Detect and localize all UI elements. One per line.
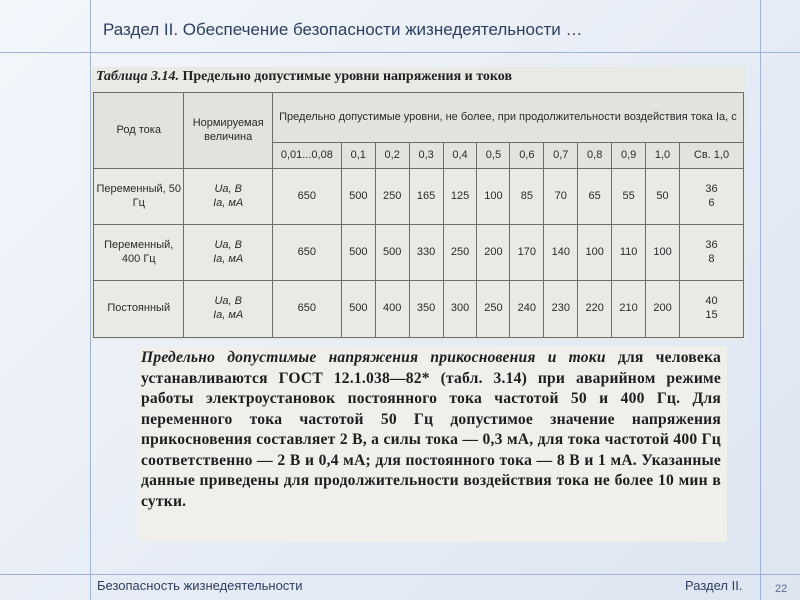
header-levels: Предельно допустимые уровни, не более, при продолжительности воздействия тока Iа, с [272,93,743,143]
slide-title: Раздел II. Обеспечение безопасности жизнедеятельности … [103,20,583,39]
value-cell: 110 [612,225,646,281]
text-lead: Предельно допустимые напряжения прикосновения и токи [141,349,606,366]
duration-cell: 0,9 [612,143,646,169]
frame-line-top [0,52,800,53]
norm-current: Iа, мА [213,196,244,209]
text-body: для человека устанавливаются ГОСТ 12.1.038—82* (табл. 3.14) при аварийном режиме работы электроустановок постоянного тока частотой 50 и 400 Гц. Для переменного тока частотой 50 Гц допустимое значение напряжения прикосновения составляет 2 В, а силы тока — 0,3 мА, для тока частотой 400 Гц соответственно — 2 В и 0,4 мА; для постоянного тока — 8 В и 1 мА. Указанные данные приведены для продолжительности воздействия тока не более 10 мин в сутки. [141,349,721,510]
duration-cell: 0,4 [443,143,477,169]
table-caption [96,69,512,85]
row-kind: Переменный, 400 Гц [94,225,184,281]
value-cell: 100 [578,225,612,281]
value-over-1s: 36 [705,238,718,251]
value-cell: 125 [443,169,477,225]
row-kind: Переменный, 50 Гц [94,169,184,225]
value-cell: 650 [272,281,341,338]
value-cell: 170 [510,225,544,281]
value-over-1s-current: 8 [708,252,715,265]
row-norm [184,225,272,281]
duration-cell: 1,0 [646,143,680,169]
table-scan [92,67,746,340]
value-over-1s: 40 [705,295,718,308]
value-cell: 85 [510,169,544,225]
value-cell [679,225,743,281]
value-cell: 300 [443,281,477,338]
value-cell: 500 [341,169,375,225]
duration-cell: 0,2 [375,143,409,169]
duration-cell: 0,01...0,08 [272,143,341,169]
value-cell: 200 [646,281,680,338]
value-cell: 70 [544,169,578,225]
duration-cell: Св. 1,0 [679,143,743,169]
text-scan [137,346,727,542]
footer-section: Раздел II. [685,578,743,593]
row-norm [184,281,272,338]
norm-current: Iа, мА [213,309,244,321]
value-cell: 650 [272,169,341,225]
value-cell: 100 [646,225,680,281]
header-norm: Нормируемая величина [184,93,272,169]
value-cell: 250 [477,281,510,338]
norm-voltage: Uа, В [214,182,242,195]
text-paragraph [141,348,721,512]
value-cell: 165 [409,169,443,225]
norm-voltage: Uа, В [214,295,242,308]
page-number: 22 [775,583,788,595]
value-cell: 50 [646,169,680,225]
value-cell: 210 [612,281,646,338]
norm-voltage: Uа, В [214,238,242,251]
norm-current: Iа, мА [213,252,244,265]
value-cell: 240 [510,281,544,338]
value-cell: 65 [578,169,612,225]
value-cell: 330 [409,225,443,281]
value-cell: 140 [544,225,578,281]
value-over-1s: 36 [705,182,718,195]
duration-cell: 0,6 [510,143,544,169]
value-cell: 100 [477,169,510,225]
value-cell: 55 [612,169,646,225]
value-cell: 250 [375,169,409,225]
value-cell: 350 [409,281,443,338]
value-cell [679,169,743,225]
table-row [94,169,744,225]
value-cell: 200 [477,225,510,281]
header-kind: Род тока [94,93,184,169]
duration-cell: 0,3 [409,143,443,169]
row-norm [184,169,272,225]
value-over-1s-current: 6 [708,196,715,209]
duration-cell: 0,8 [578,143,612,169]
duration-cell: 0,7 [544,143,578,169]
duration-cell: 0,5 [477,143,510,169]
value-cell [679,281,743,338]
value-over-1s-current: 15 [705,309,718,321]
value-cell: 500 [341,225,375,281]
table-caption-text: Предельно допустимые уровни напряжения и токов [182,69,513,84]
frame-line-bottom [0,574,800,575]
table-row [94,281,744,338]
row-kind: Постоянный [94,281,184,338]
value-cell: 650 [272,225,341,281]
value-cell: 400 [375,281,409,338]
value-cell: 250 [443,225,477,281]
duration-cell: 0,1 [341,143,375,169]
value-cell: 220 [578,281,612,338]
frame-line-left [90,0,91,600]
table-caption-number: Таблица 3.14. [96,69,179,84]
footer-course: Безопасность жизнедеятельности [97,578,303,593]
value-cell: 500 [375,225,409,281]
table-row [94,225,744,281]
value-cell: 500 [341,281,375,338]
value-cell: 230 [544,281,578,338]
limits-table [93,92,744,338]
frame-line-right [760,0,761,600]
